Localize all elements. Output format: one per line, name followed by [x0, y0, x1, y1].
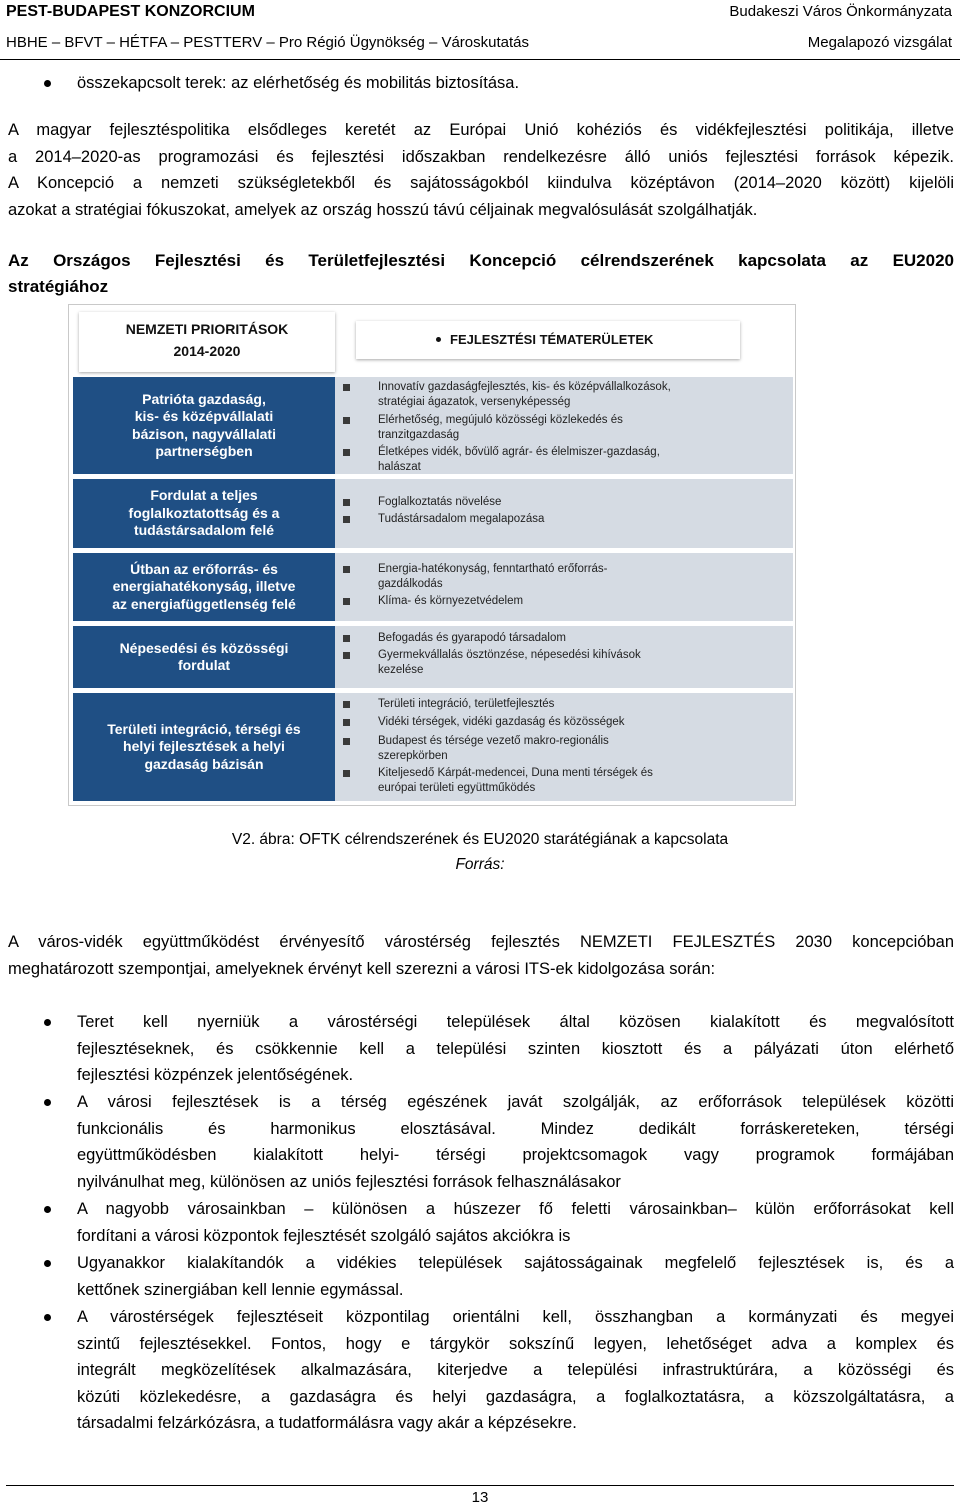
theme-line: Területi integráció, területfejlesztés: [378, 698, 555, 710]
list-item-line: Teret kell nyerniük a várostérségi települések által közösen kialakított és megvalósított: [77, 1013, 954, 1031]
header-divider: [0, 59, 960, 60]
theme-line: Budapest és térsége vezető makro-regionális: [378, 735, 609, 747]
priority-line: tudástársadalom felé: [133, 522, 275, 539]
figure-caption: V2. ábra: OFTK célrendszerének és EU2020 starátégiának a kapcsolata: [231, 831, 729, 848]
list-item-line: kettőnek szinergiában kell lennie egymással.: [77, 1280, 404, 1299]
priority-line: Patrióta gazdaság,: [142, 390, 266, 407]
square-bullet-icon: [343, 566, 350, 573]
list-item-line: fejlesztési közpénzek jelentőségének.: [77, 1066, 354, 1084]
bullet-icon: [44, 1260, 51, 1267]
priority-line: partnerségben: [155, 443, 253, 459]
square-bullet-icon: [343, 701, 350, 708]
theme-line: Vidéki térségek, vidéki gazdaság és közösségek: [378, 716, 625, 728]
list-item-line: együttműködésben kialakított helyi- térségi projektcsomagok vagy programok formájában: [77, 1146, 954, 1164]
square-bullet-icon: [343, 417, 350, 424]
paragraph-line: A Koncepció a nemzeti szükségletekből és sajátosságokból kiindulva középtávon (2014–2020 között) kijelöli: [8, 174, 954, 192]
list-item-line: A nagyobb városainkban – különösen a húszezer fő feletti városainkban– külön erőforrásokat kell: [77, 1200, 954, 1218]
square-bullet-icon: [343, 719, 350, 726]
theme-line: Kiteljesedő Kárpát-medencei, Duna menti térségek és: [378, 767, 653, 779]
theme-line: Klíma- és környezetvédelem: [378, 595, 524, 607]
priority-box: [73, 553, 335, 621]
priority-line: Népesedési és közösségi: [119, 639, 289, 656]
theme-line: szerepkörben: [378, 749, 448, 762]
theme-line: gazdálkodás: [378, 577, 443, 590]
list-item-line: integrált megközelítések alkalmazására, kiterjedve a települési infrastruktúrára, a közösségi és: [77, 1361, 954, 1379]
bullet-icon: [44, 1206, 51, 1213]
bullet-icon: [436, 337, 441, 342]
priority-line: az energiafüggetlenség felé: [112, 595, 296, 612]
priority-box: [73, 693, 335, 801]
paragraph-line: A magyar fejlesztéspolitika elsődleges keretét az Európai Unió kohéziós és vidékfejlesztési politikája, illetve: [8, 121, 954, 139]
theme-line: Gyermekvállalás ösztönzése, népesedési kihívások: [378, 649, 641, 661]
priority-line: energiahatékonyság, illetve: [112, 578, 296, 595]
priority-line: Területi integráció, térségi és: [107, 720, 301, 737]
list-item-line: Ugyanakkor kialakítandók a vidékies települések sajátosságainak megfelelő fejlesztések is, és a: [77, 1254, 954, 1272]
figure-source-label: Forrás:: [455, 856, 505, 873]
bullet-icon: [44, 1019, 51, 1026]
theme-line: Elérhetőség, megújuló közösségi közlekedés és: [378, 414, 623, 426]
square-bullet-icon: [343, 738, 350, 745]
themes-box: [335, 626, 793, 688]
theme-line: Befogadás és gyarapodó társadalom: [378, 632, 566, 644]
bullet-icon: [44, 1314, 51, 1321]
header-municipality: Budakeszi Város Önkormányzata: [729, 3, 952, 20]
priority-line: Fordulat a teljes: [150, 487, 258, 504]
priority-line: Útban az erőforrás- és: [130, 560, 278, 577]
square-bullet-icon: [343, 499, 350, 506]
intro-paragraph: [8, 117, 954, 223]
themes-box: [335, 693, 793, 801]
square-bullet-icon: [343, 598, 350, 605]
list-item-text: összekapcsolt terek: az elérhetőség és mobilitás biztosítása.: [77, 74, 520, 92]
priority-box: [73, 479, 335, 548]
national-priorities-header: [79, 312, 335, 372]
body-paragraph: [8, 929, 954, 982]
paragraph-line: a 2014–2020-as programozási és fejlesztési időszakban rendelkezésre álló uniós fejlesztési források képezik.: [8, 147, 954, 166]
priority-box: [73, 377, 335, 474]
square-bullet-icon: [343, 770, 350, 777]
themes-box: [335, 377, 793, 474]
priority-line: helyi fejlesztések a helyi: [123, 738, 285, 755]
list-item-line: nyilvánulhat meg, különösen az uniós fejlesztési források felhasználásakor: [77, 1172, 621, 1191]
square-bullet-icon: [343, 516, 350, 523]
header-consortium-title: PEST-BUDAPEST KONZORCIUM: [6, 3, 255, 20]
square-bullet-icon: [343, 652, 350, 659]
list-item-line: közúti közlekedésre, a gazdaságra és helyi gazdaságra, a foglalkoztatásra, a közszolgáltatásra, a: [77, 1387, 954, 1406]
paragraph-line: A város-vidék együttműködést érvényesítő várostérség fejlesztés NEMZETI FEJLESZTÉS 2030 koncepcióban: [8, 933, 954, 951]
list-item-line: szintű fejlesztésekkel. Fontos, hogy e tárgykör sokszínű legyen, lehetőséget adva a komplex és: [77, 1334, 954, 1353]
list-item-line: A várostérségek fejlesztéseit központilag orientálni kell, összhangban a kormányzati és megyei: [77, 1308, 954, 1326]
square-bullet-icon: [343, 635, 350, 642]
section-heading: [8, 248, 954, 300]
theme-line: tranzitgazdaság: [378, 428, 460, 441]
priority-line: kis- és középvállalati: [134, 408, 274, 424]
development-themes-title: FEJLESZTÉSI TÉMATERÜLETEK: [450, 332, 654, 347]
bullet-icon: [44, 1099, 51, 1106]
national-priorities-title: NEMZETI PRIORITÁSOK: [125, 321, 289, 337]
paragraph-line: meghatározott szempontjai, amelyeknek érvényt kell szerezni a városi ITS-ek kidolgozása során:: [8, 959, 716, 978]
priority-line: fordulat: [177, 657, 231, 673]
page-header: [0, 0, 960, 50]
square-bullet-icon: [343, 449, 350, 456]
paragraph-line: azokat a stratégiai fókuszokat, amelyek az ország hosszú távú céljainak megvalósulását szolgálhatják.: [8, 200, 758, 219]
priority-line: gazdaság bázisán: [144, 755, 264, 772]
section-heading-line: stratégiához: [8, 277, 109, 296]
national-priorities-period: 2014-2020: [173, 343, 241, 359]
priority-line: foglalkoztatottság és a: [128, 504, 280, 521]
square-bullet-icon: [343, 384, 350, 391]
theme-line: Életképes vidék, bővülő agrár- és élelmiszer-gazdaság,: [378, 446, 660, 458]
priority-line: bázison, nagyvállalati: [132, 425, 276, 442]
footer-divider: [6, 1485, 954, 1486]
priority-box: [73, 626, 335, 688]
theme-line: Energia-hatékonyság, fenntartható erőforrás-: [378, 563, 608, 575]
list-item-line: fordítani a városi központok fejlesztését szolgáló sajátos akciókra is: [77, 1226, 571, 1245]
theme-line: kezelése: [378, 663, 424, 676]
oftk-eu2020-figure: [68, 304, 796, 806]
section-heading-line: Az Országos Fejlesztési és Területfejlesztési Koncepció célrendszerének kapcsolata az EU2020: [8, 251, 954, 270]
theme-line: Foglalkoztatás növelése: [378, 496, 502, 508]
theme-line: Innovatív gazdaságfejlesztés, kis- és középvállalkozások,: [378, 381, 671, 393]
bullet-icon: [44, 80, 51, 87]
list-item-line: fejlesztéseknek, és csökkennie kell a települési szinten kiosztott és a pályázati úton elérhető: [77, 1039, 954, 1058]
themes-box: [335, 553, 793, 621]
header-consortium-members: HBHE – BFVT – HÉTFA – PESTTERV – Pro Régió Ügynökség – Városkutatás: [6, 34, 530, 51]
list-item-line: funkcionális és harmonikus elosztásával. Mindez dedikált forráskereteken, térségi: [77, 1119, 954, 1138]
theme-line: stratégiai ágazatok, versenyképesség: [378, 395, 571, 408]
themes-box: [335, 479, 793, 548]
list-item-line: A városi fejlesztések is a térség egészének javát szolgálják, az erőforrások települések közötti: [77, 1093, 954, 1111]
theme-line: halászat: [378, 460, 421, 473]
list-item-line: társadalmi felzárkózásra, a tudatformálásra vagy akár a képzésekre.: [77, 1414, 577, 1432]
header-document-type: Megalapozó vizsgálat: [807, 34, 952, 51]
page-number: 13: [471, 1489, 489, 1506]
theme-line: európai területi együttműködés: [378, 781, 536, 794]
development-themes-header: [356, 321, 740, 359]
theme-line: Tudástársadalom megalapozása: [378, 513, 545, 525]
